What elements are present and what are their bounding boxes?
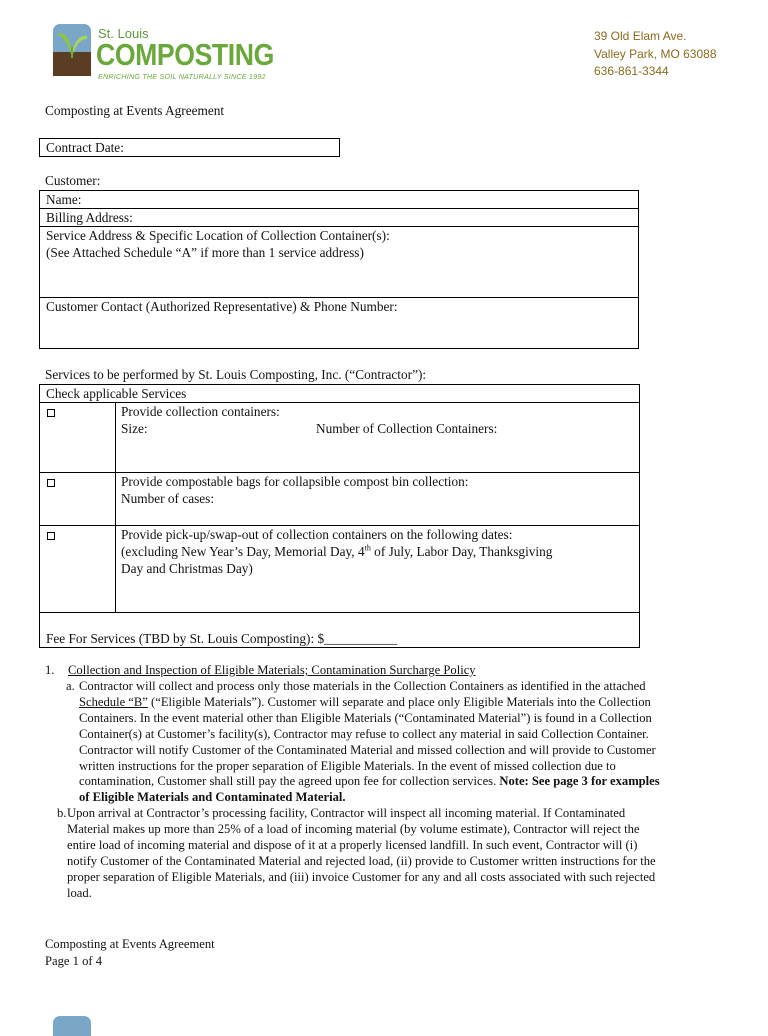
company-address-line1: 39 Old Elam Ave. bbox=[594, 29, 687, 43]
divider bbox=[115, 402, 116, 612]
container-count-label: Number of Collection Containers: bbox=[316, 421, 498, 436]
customer-name-label: Name: bbox=[46, 192, 82, 207]
service-address-note: (See Attached Schedule “A” if more than 1 service address) bbox=[46, 245, 364, 260]
sprout-logo-icon bbox=[52, 1016, 92, 1036]
next-page-logo-fragment bbox=[52, 1016, 92, 1036]
company-phone: 636-861-3344 bbox=[594, 64, 669, 78]
logo-wordmark: COMPOSTING bbox=[96, 37, 274, 72]
pickup-swap-checkbox[interactable] bbox=[47, 532, 55, 540]
service-address-label: Service Address & Specific Location of Collection Container(s): bbox=[46, 228, 390, 243]
services-table bbox=[39, 384, 640, 648]
section-number: 1. bbox=[45, 663, 55, 677]
services-heading: Services to be performed by St. Louis Composting, Inc. (“Contractor”): bbox=[45, 367, 427, 382]
collection-containers-checkbox[interactable] bbox=[47, 409, 55, 417]
page-number: Page 1 of 4 bbox=[45, 954, 103, 968]
clause-b-text: Upon arrival at Contractor’s processing facility, Contractor will inspect all incoming material. If Contaminated Material makes up more than 25% of a load of incoming material (by volume estimate), Contractor will reject the entire load of incoming material and dispose of it at a properly licensed landfill. In such event, Contractor will (i) notify Customer of the Contaminated Material and rejected load, (ii) provide to Customer written instructions for the proper separation of Eligible Materials, and (iii) invoice Customer for any and all costs associated with such rejected load. bbox=[67, 806, 656, 900]
divider bbox=[40, 612, 639, 613]
logo-small-text: St. Louis bbox=[98, 26, 149, 41]
check-services-header: Check applicable Services bbox=[46, 386, 187, 401]
container-size-label: Size: bbox=[121, 421, 148, 436]
company-contact bbox=[594, 28, 717, 81]
document-title: Composting at Events Agreement bbox=[45, 103, 225, 118]
footer-title: Composting at Events Agreement bbox=[45, 937, 215, 951]
number-of-cases-label: Number of cases: bbox=[121, 491, 215, 506]
contract-date-field[interactable] bbox=[39, 138, 340, 157]
customer-heading: Customer: bbox=[45, 173, 101, 188]
company-logo bbox=[52, 21, 274, 83]
compostable-bags-checkbox[interactable] bbox=[47, 479, 55, 487]
logo-tagline: ENRICHING THE SOIL NATURALLY SINCE 1992 bbox=[98, 72, 266, 81]
excluded-holidays-note: (excluding New Year’s Day, Memorial Day, 4th of July, Labor Day, Thanksgiving bbox=[121, 543, 553, 559]
clause-a-label: a. bbox=[66, 679, 75, 693]
collection-containers-label: Provide collection containers: bbox=[121, 404, 280, 419]
section-heading: Collection and Inspection of Eligible Materials; Contamination Surcharge Policy bbox=[68, 663, 476, 677]
compostable-bags-label: Provide compostable bags for collapsible compost bin collection: bbox=[121, 474, 469, 489]
customer-table bbox=[39, 190, 639, 349]
company-address-line2: Valley Park, MO 63088 bbox=[594, 46, 717, 61]
billing-address-label: Billing Address: bbox=[46, 210, 133, 225]
customer-contact-label: Customer Contact (Authorized Representative) & Phone Number: bbox=[46, 299, 398, 314]
contract-date-label: Contract Date: bbox=[46, 140, 124, 155]
pickup-swap-label: Provide pick-up/swap-out of collection containers on the following dates: bbox=[121, 527, 513, 542]
fee-for-services-label: Fee For Services (TBD by St. Louis Composting): $___________ bbox=[46, 631, 398, 646]
clause-a-text: Contractor will collect and process only those materials in the Collection Containers as identified in the attached Schedule “B” (“Eligible Materials”). Customer will separate and place only Eligible Materials into the Collection Containers. In the event material other than Eligible Materials (“Contaminated Material”) is found in a Collection Container(s) at Customer’s facility(s), Contractor may refuse to collect any material in said Collection Container. Contractor will notify Customer of the Contaminated Material and missed collection and will provide to Customer written instructions for the proper separation of Eligible Materials. In the event of missed collection due to contamination, Customer shall still pay the agreed upon fee for collection services. Note: See page 3 for examples of Eligible Materials and Contaminated Material. bbox=[79, 679, 660, 805]
sprout-logo-icon bbox=[52, 21, 92, 79]
clause-b-label: b. bbox=[57, 806, 67, 820]
excluded-holidays-note-cont: Day and Christmas Day) bbox=[121, 561, 253, 576]
